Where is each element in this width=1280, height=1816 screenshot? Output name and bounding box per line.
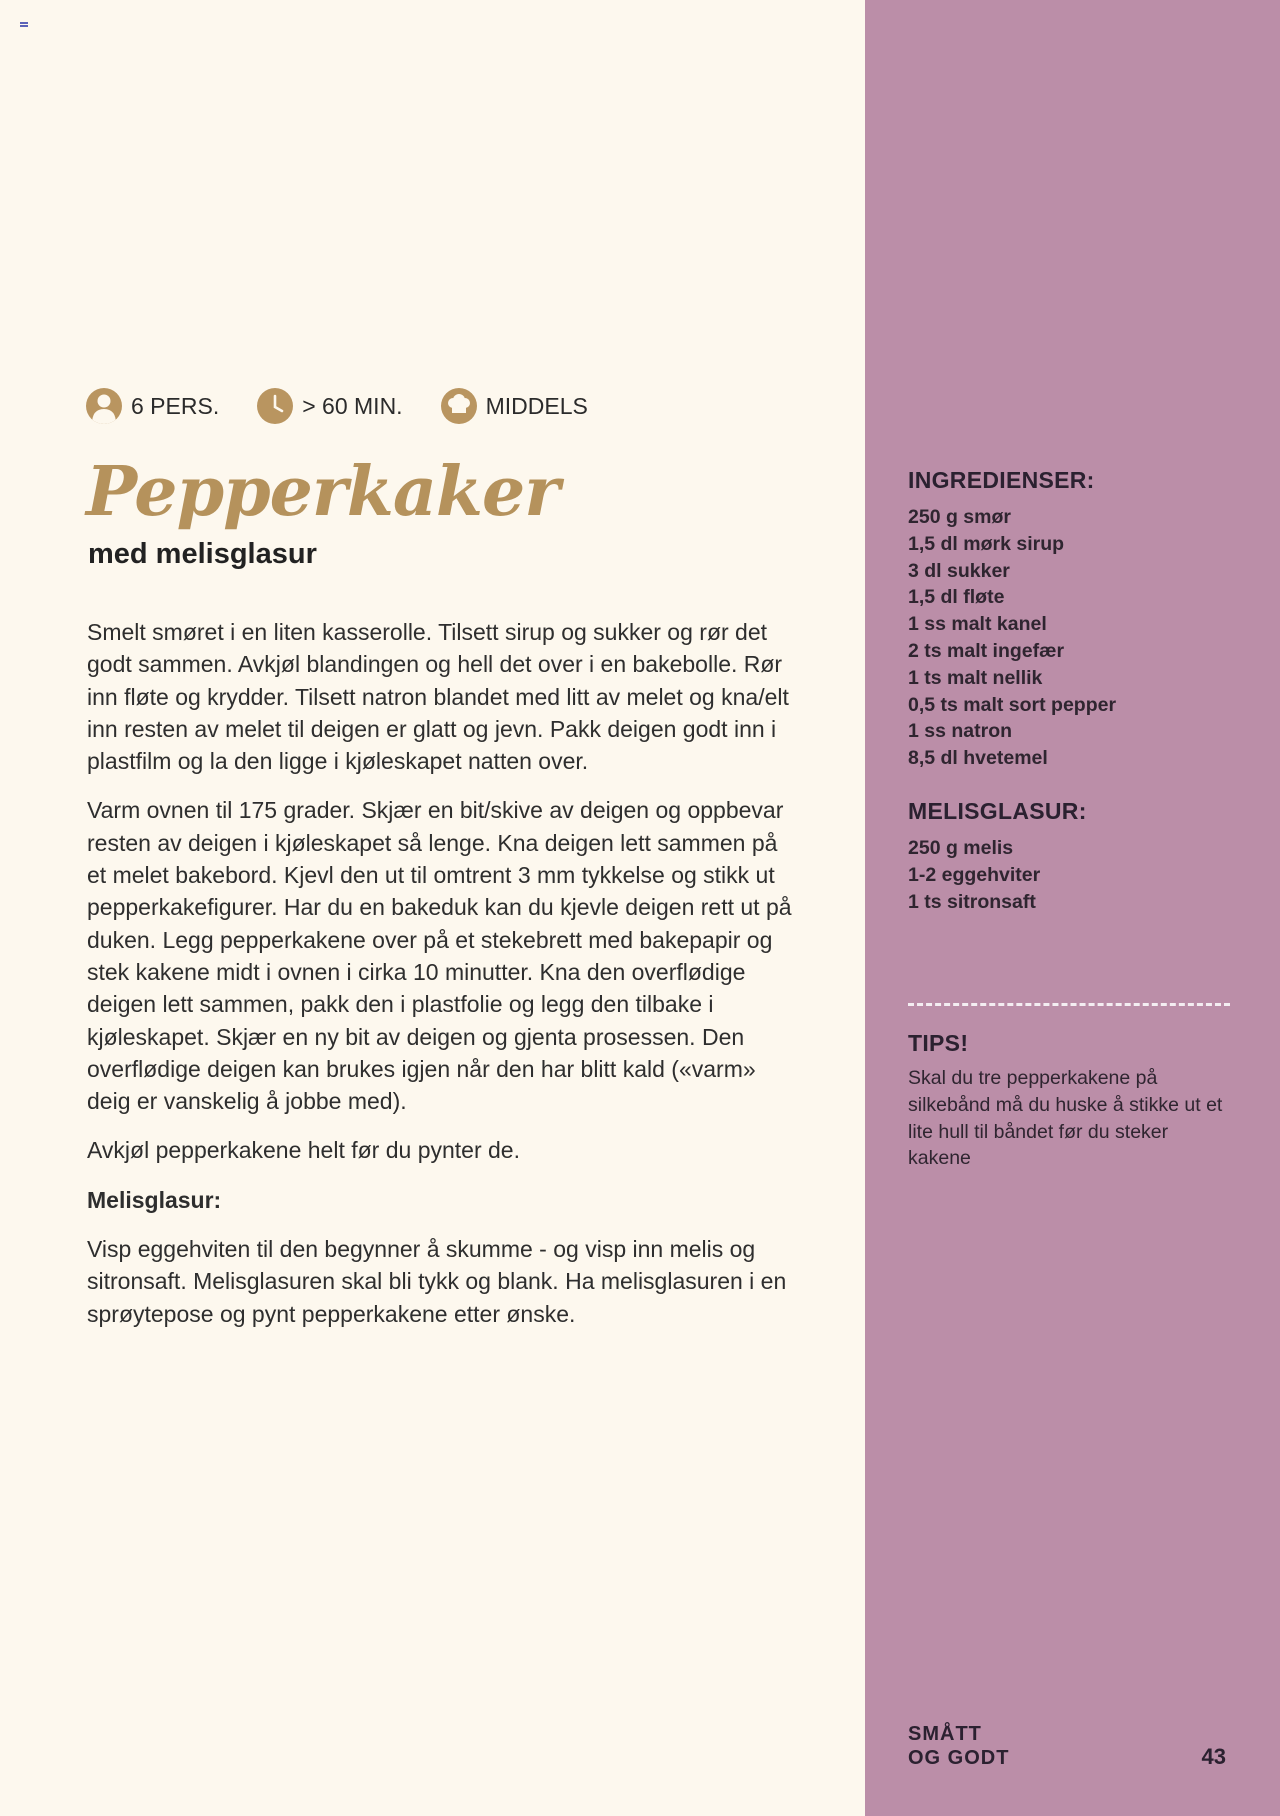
ingredient-item: 1 ts malt nellik bbox=[908, 666, 1043, 689]
instruction-paragraph: Varm ovnen til 175 grader. Skjær en bit/skive av deigen og oppbevar resten av deigen i kjøleskapet så lenge. Kna deigen lett sammen på et melet bakebord. Kjevl den ut til omtrent 3 mm tykkelse og stikk ut pepperkakefigurer. Har du en bakeduk kan du kjevle deigen rett ut på duken. Legg pepperkakene over på et stekebrett med bakepapir og stek kakene midt i ovnen i cirka 10 minutter. Kna den overflødige deigen lett sammen, pakk den i plastfolie og legg den tilbake i kjøleskapet. Skjær en ny bit av deigen og gjenta prosessen. Den overflødige deigen kan brukes igjen når den har blitt kald («varm» deig er vanskelig å jobbe med). bbox=[87, 797, 792, 1115]
ingredient-item: 0,5 ts malt sort pepper bbox=[908, 693, 1117, 716]
clock-icon bbox=[257, 388, 293, 424]
glaze-ingredient-item: 250 g melis bbox=[908, 837, 1014, 859]
glaze-heading: MELISGLASUR: bbox=[908, 798, 1087, 824]
tips-text: Skal du tre pepperkakene på silkebånd må du huske å stikke ut et lite hull til båndet før du steker kakene bbox=[908, 1067, 1223, 1170]
ingredient-item: 2 ts malt ingefær bbox=[908, 639, 1065, 662]
brand-line-1: SMÅTT bbox=[908, 1723, 982, 1745]
servings bbox=[86, 388, 219, 424]
recipe-instructions bbox=[87, 616, 797, 1347]
ingredient-item: 1,5 dl mørk sirup bbox=[908, 532, 1065, 555]
servings-label: 6 PERS. bbox=[131, 392, 220, 419]
ingredient-item: 8,5 dl hvetemel bbox=[908, 747, 1048, 770]
person-icon bbox=[86, 388, 122, 424]
difficulty-label: MIDDELS bbox=[485, 392, 588, 419]
glaze-instructions: Visp eggehviten til den begynner å skumme - og visp inn melis og sitronsaft. Melisglasuren skal bli tykk og blank. Ha melisglasuren i en sprøytepose og pynt pepperkakene etter ønske. bbox=[87, 1236, 787, 1327]
glaze-ingredients-list bbox=[908, 835, 1040, 915]
dashed-divider bbox=[908, 1003, 1230, 1006]
tips-heading: TIPS! bbox=[908, 1030, 969, 1056]
glaze-subheading: Melisglasur: bbox=[87, 1186, 222, 1213]
chef-hat-icon bbox=[441, 388, 477, 424]
corner-mark bbox=[20, 22, 28, 27]
instruction-paragraph: Avkjøl pepperkakene helt før du pynter de. bbox=[87, 1137, 520, 1164]
glaze-ingredient-item: 1 ts sitronsaft bbox=[908, 890, 1036, 913]
recipe-meta bbox=[86, 388, 626, 424]
recipe-subtitle: med melisglasur bbox=[88, 538, 317, 570]
instruction-paragraph: Smelt smøret i en liten kasserolle. Tilsett sirup og sukker og rør det godt sammen. Avkjøl blandingen og hell det over i en bakebolle. Rør inn fløte og krydder. Tilsett natron blandet med litt av melet og kna/elt inn resten av melet til deigen er glatt og jevn. Pakk deigen godt inn i plastfilm og la den ligge i kjøleskapet natten over. bbox=[87, 619, 789, 775]
ingredients-heading: INGREDIENSER: bbox=[908, 467, 1095, 493]
difficulty bbox=[441, 388, 588, 424]
brand-line-2: OG GODT bbox=[908, 1747, 1010, 1769]
ingredient-item: 3 dl sukker bbox=[908, 559, 1010, 582]
time-label: > 60 MIN. bbox=[302, 392, 403, 419]
magazine-brand bbox=[908, 1722, 1009, 1770]
recipe-title: Pepperkaker bbox=[86, 452, 560, 532]
ingredient-item: 1 ss malt kanel bbox=[908, 613, 1047, 636]
glaze-ingredient-item: 1-2 eggehviter bbox=[908, 863, 1041, 886]
ingredient-item: 1 ss natron bbox=[908, 720, 1013, 743]
page-number: 43 bbox=[1201, 1744, 1226, 1769]
ingredient-item: 250 g smør bbox=[908, 506, 1011, 528]
ingredients-list bbox=[908, 504, 1116, 772]
ingredient-item: 1,5 dl fløte bbox=[908, 586, 1005, 609]
time bbox=[257, 388, 402, 424]
